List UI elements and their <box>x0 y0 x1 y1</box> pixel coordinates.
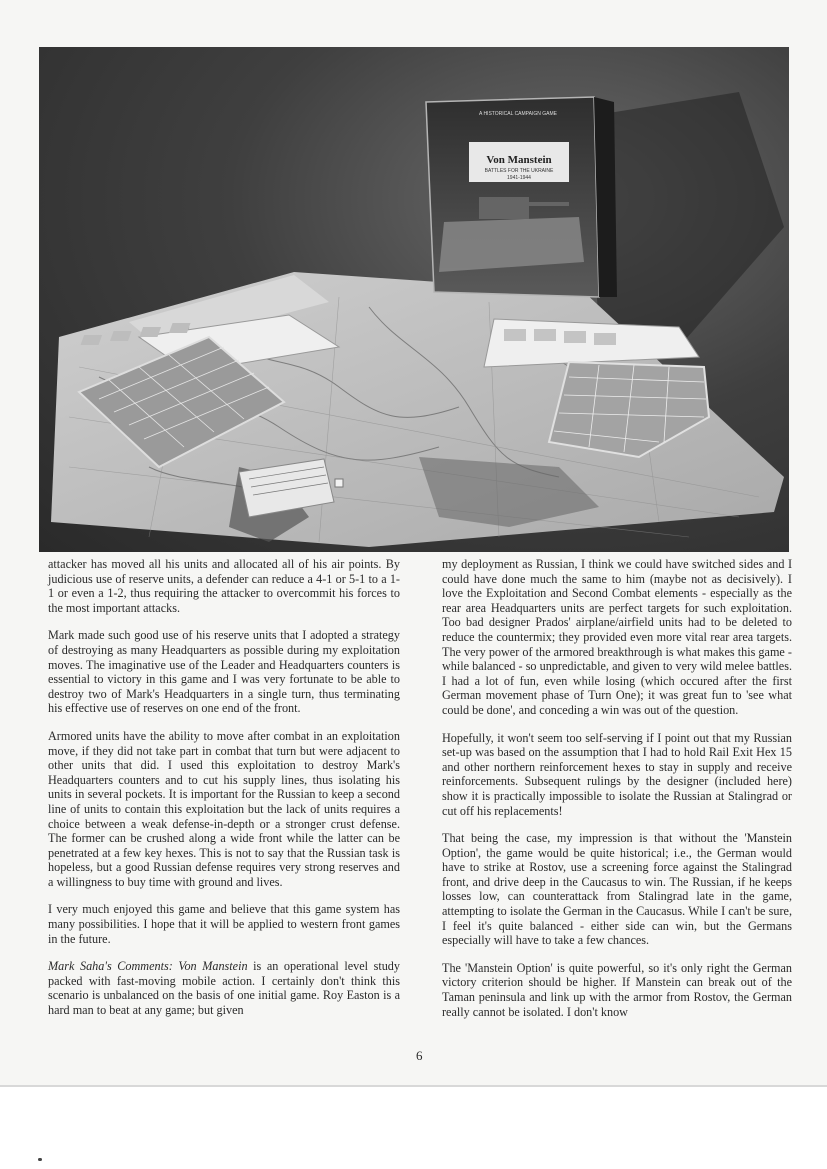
game-photo-illustration <box>39 47 789 552</box>
box-brand: A HISTORICAL CAMPAIGN GAME <box>479 111 557 117</box>
article-left-column <box>48 557 400 1031</box>
right-paragraph-4: The 'Manstein Option' is quite powerful, so it's only right the German victory criterion should be higher. If Manstein can break out of the Taman peninsula and link up with the armor from Rostov, the German really cannot be isolated. I don't know <box>442 960 792 1019</box>
left-paragraph-4: I very much enjoyed this game and believe that this game system has many possibilities. I hope that it will be applied to western front games in the future. <box>48 902 400 946</box>
left-paragraph-5 <box>48 959 400 1017</box>
left-paragraph-1: attacker has moved all his units and allocated all of his air points. By judicious use of reserve units, a defender can reduce a 4-1 or 5-1 to a 1-1 or even a 1-2, thus requiring the attacker to overcommit his forces to the most important attacks. <box>48 557 400 615</box>
article-right-column <box>442 557 792 1032</box>
comments-text: is an operational level study packed with fast-moving mobile action. I certainly don't think this scenario is unbalanced on the basis of one initial game. Roy Easton is a hard man to beat at any game; but given <box>48 959 400 1018</box>
scan-mark <box>38 1158 42 1161</box>
right-paragraph-1: my deployment as Russian, I think we could have switched sides and I could have done much the same to him (maybe not as decisively). I love the Exploitation and Second Combat elements - especially as the rear area Headquarters units are perfect targets for such exploitation. Too bad designer Prados' airplane/airfield units had to be deleted to reduce the countermix; they provided even more vital rear area targets. The very power of the armored breakthrough is what makes this game - while balanced - so unpredictable, and given to very wild melee battles. I had a lot of fun, even while losing (which occured after the first German movement phase of Turn One); it was great fun to 'see what could be done', and conceding a win was out of the question. <box>442 557 792 717</box>
right-paragraph-3: That being the case, my impression is that without the 'Manstein Option', the game would be quite historical; i.e., the German would have to strike at Rostov, use a screening force against the Stalingrad front, and drive deep in the Caucasus to win. The Russian, if he keeps losses low, can counterattack from Stalingrad late in the game, attempting to isolate the German in the Caucasus. While I can't be sure, I feel it's quite balanced - either side can win, but the Germans especially will have to take a few chances. <box>442 831 792 948</box>
die <box>335 479 343 487</box>
box-title: Von Manstein <box>486 154 552 166</box>
comments-lead: Mark Saha's Comments: Von Manstein <box>48 959 248 974</box>
box-subtitle: BATTLES FOR THE UKRAINE <box>484 168 554 174</box>
left-paragraph-3: Armored units have the ability to move after combat in an exploitation move, if they did not take part in combat that turn but were adjacent to other units that did. I used this exploitation to destroy Mark's Headquarters counters and to cut his supply lines, thus isolating his units in several pockets. It is important for the Russian to keep a second line of units to contain this exploitation but the lack of units requires a choice between a weak defense-in-depth or a stronger crust defense. The former can be crushed along a wide front while the latter can be penetrated at a few key hexes. This is not to say that the Russian task is hopeless, but a good Russian defense requires very strong reserves and a willingness to buy time with ground and lives. <box>48 728 400 889</box>
game-photo <box>39 47 789 552</box>
box-years: 1941-1944 <box>507 175 531 181</box>
right-paragraph-2: Hopefully, it won't seem too self-serving if I point out that my Russian set-up was based on the assumption that I had to hold Rail Exit Hex 15 and other northern reinforcement hexes to stay in supply and receive reinforcements. Subsequent rulings by the designer (included here) show it is practically impossible to isolate the Russian at Stalingrad or cut off his replacements! <box>442 730 792 818</box>
left-paragraph-2: Mark made such good use of his reserve units that I adopted a strategy of destroying as many Headquarters as possible during my exploitation moves. The imaginative use of the Leader and Headquarters counters is essential to victory in this game and I was very fortunate to be able to destroy two of Mark's Headquarters in a single turn, thus terminating his effective use of reserves on one end of the front. <box>48 628 400 716</box>
counter-tray-right <box>484 319 699 367</box>
page-number: 6 <box>416 1048 423 1063</box>
